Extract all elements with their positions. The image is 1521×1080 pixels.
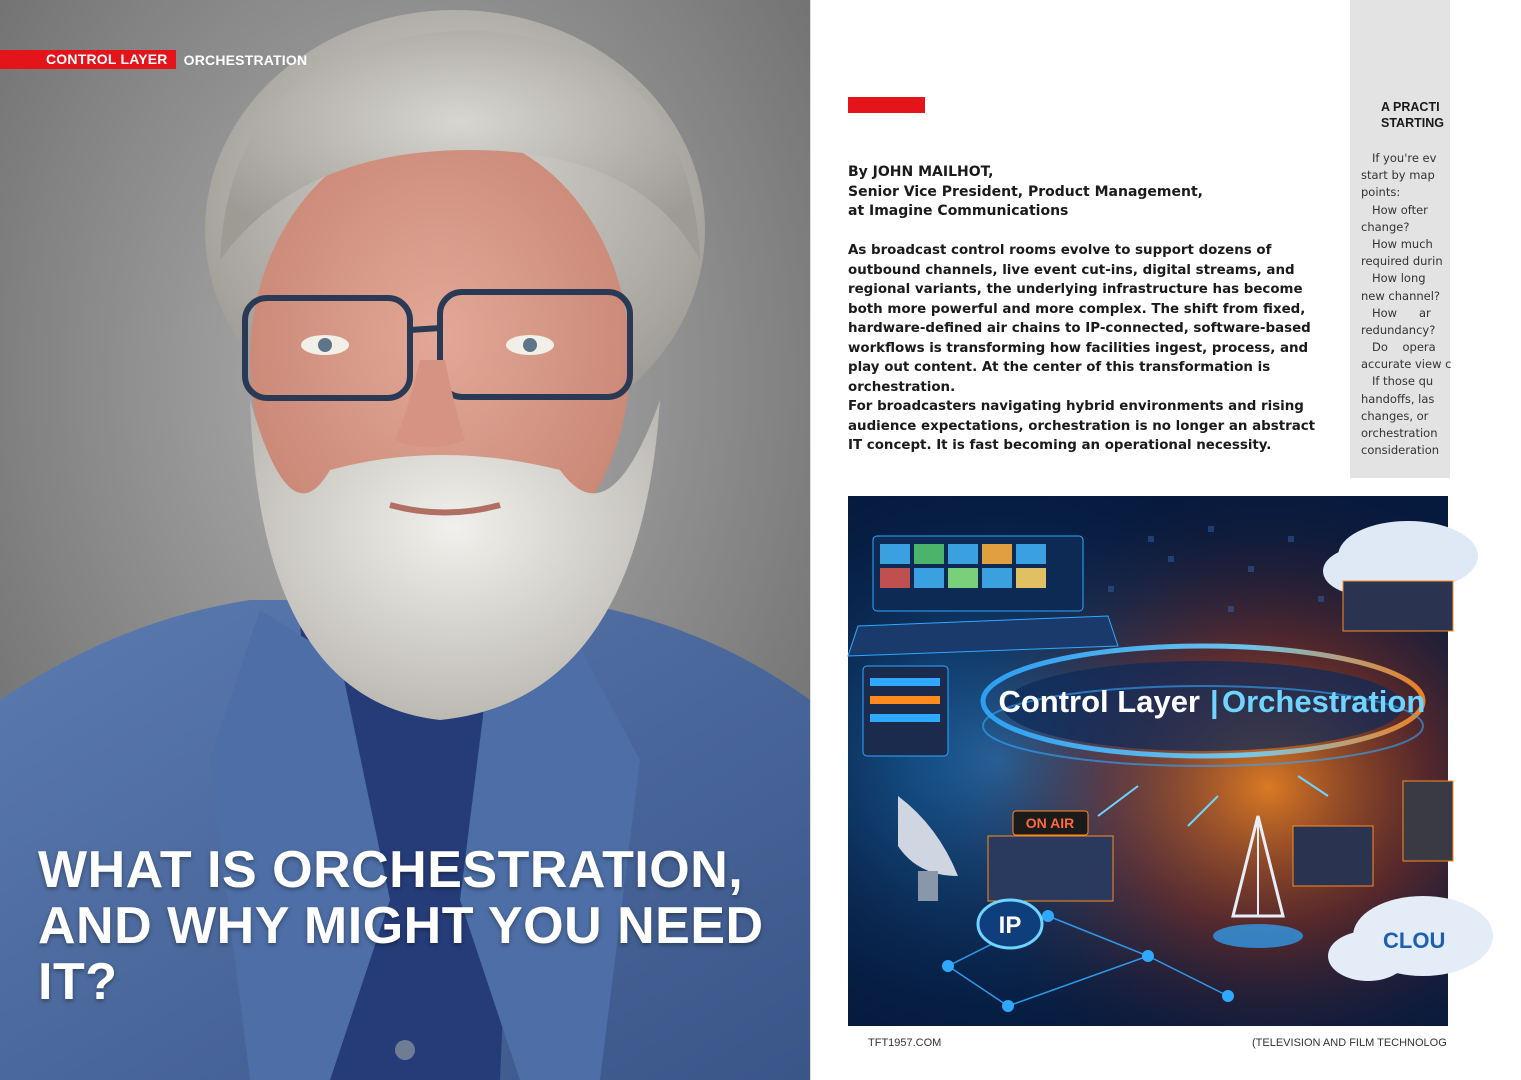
sidebar-line: If you're ev [1361, 151, 1437, 165]
section-tag [0, 50, 307, 69]
byline-author: By JOHN MAILHOT, [848, 164, 994, 180]
illustration-title-divider: | [1210, 684, 1219, 719]
sidebar-line: points: [1361, 185, 1401, 200]
sidebar-line: consideration [1361, 443, 1440, 458]
ip-badge [978, 900, 1042, 948]
sidebar-line: handoffs, las [1361, 391, 1435, 406]
sidebar-line: start by map [1361, 168, 1435, 183]
accent-bar [848, 97, 925, 113]
sidebar-title-line: STARTING [1381, 116, 1444, 130]
section-subtag-label: ORCHESTRATION [183, 51, 308, 68]
sidebar-line: change? [1361, 219, 1410, 234]
sidebar-line: How ofter [1361, 202, 1428, 217]
sidebar-line: orchestration [1361, 426, 1438, 440]
folio-publication: (TELEVISION AND FILM TECHNOLOG [1252, 1037, 1447, 1049]
intro-text [848, 241, 1326, 456]
sidebar-line: redundancy? [1361, 322, 1436, 337]
sidebar-line: If those qu [1361, 374, 1434, 389]
control-room [848, 536, 1118, 656]
sidebar-line: accurate view c [1361, 357, 1452, 372]
folio-website: TFT1957.COM [868, 1037, 942, 1049]
article-headline: WHAT IS ORCHESTRATION, AND WHY MIGHT YOU NEED IT? [38, 841, 764, 1011]
sidebar-line: changes, or [1361, 408, 1429, 423]
section-tag-label: CONTROL LAYER [0, 50, 176, 69]
illustration-title-right: Orchestration [1222, 684, 1426, 719]
right-page [811, 0, 1452, 1080]
ip-label: IP [998, 912, 1022, 939]
byline-company: at Imagine Communications [848, 203, 1069, 219]
sidebar-title [1381, 99, 1501, 131]
sidebar-box [1350, 0, 1450, 478]
sidebar-line: How much [1361, 236, 1433, 251]
sidebar-line: required durin [1361, 254, 1443, 269]
illustration-title-left: Control Layer [998, 684, 1200, 719]
byline-role: Senior Vice President, Product Management, [848, 183, 1203, 200]
sidebar-title-line: A PRACTI [1381, 100, 1440, 114]
byline [848, 163, 1318, 222]
server-rack-left [863, 666, 948, 756]
sidebar-line: new channel? [1361, 288, 1441, 303]
intro-paragraph: For broadcasters navigating hybrid environments and rising audience expectations, orchestration is no longer an abstract IT concept. It is fast becoming an operational necessity. [848, 399, 1316, 453]
hero-illustration [848, 496, 1448, 1026]
sidebar-line: How long [1361, 271, 1426, 286]
orchestration-illustration [848, 496, 1448, 1026]
sidebar-line: How ar [1361, 305, 1431, 320]
sidebar-body [1361, 150, 1521, 459]
intro-paragraph: As broadcast control rooms evolve to support dozens of outbound channels, live event cut-ins, digital streams, and regional variants, the underlying infrastructure has become both more powerful and more complex. The shift from fixed, hardware-defined air chains to IP-connected, software-based workflows is transforming how facilities ingest, process, and play out content. At the center of this transformation is orchestration. [848, 243, 1311, 395]
sidebar-line: Do opera [1361, 340, 1436, 355]
on-air-label: ON AIR [1025, 815, 1075, 831]
cloud-label: CLOU [1383, 928, 1446, 953]
